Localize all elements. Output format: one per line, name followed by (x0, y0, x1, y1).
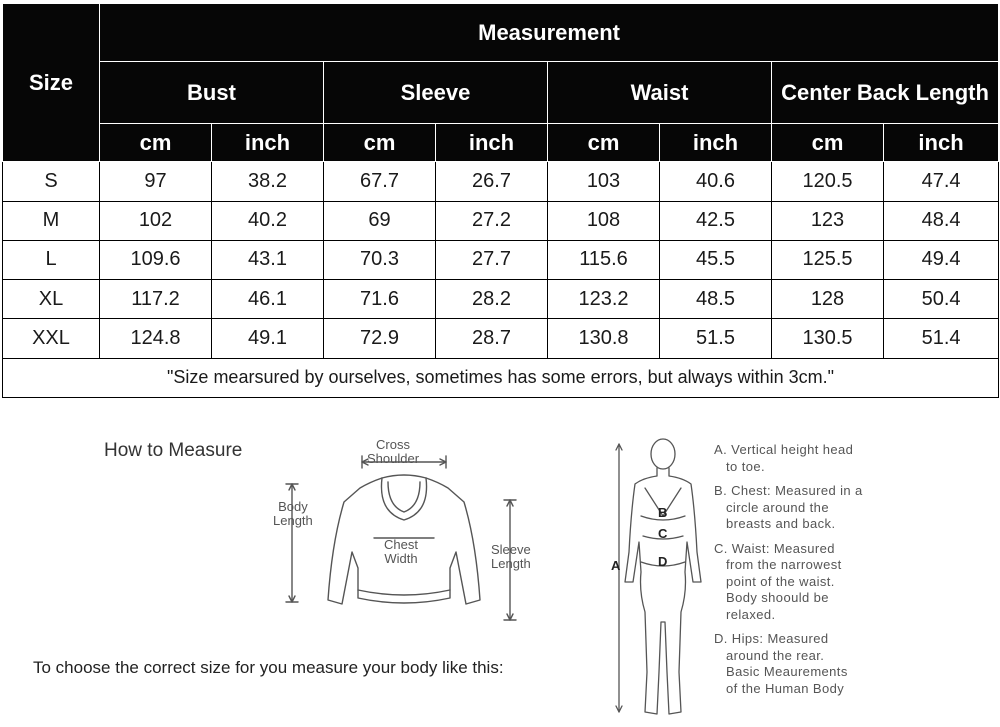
table-row (3, 201, 999, 240)
group-header-sleeve: Sleeve (324, 62, 548, 123)
cross-shoulder-label: Cross Shoulder (367, 437, 420, 466)
how-to-measure-title: How to Measure (104, 440, 243, 461)
unit-header: inch (212, 123, 324, 161)
value-cell: 108 (548, 201, 660, 240)
value-cell: 40.6 (660, 162, 772, 201)
note-hips: D. Hips: Measured around the rear. Basic Meaurements of the Human Body (714, 631, 848, 696)
value-cell: 45.5 (660, 240, 772, 279)
value-cell: 130.8 (548, 319, 660, 358)
unit-header: inch (436, 123, 548, 161)
choose-size-instruction: To choose the correct size for you measure your body like this: (33, 658, 504, 677)
note-waist: C. Waist: Measured from the narrowest point of the waist. Body shoould be relaxed. (714, 540, 842, 622)
measure-letter-a: A (611, 558, 621, 573)
value-cell: 72.9 (324, 319, 436, 358)
value-cell: 50.4 (884, 280, 999, 319)
note-vertical-height: A. Vertical height head to toe. (714, 442, 854, 474)
value-cell: 49.4 (884, 240, 999, 279)
chest-width-label: Chest Width (384, 537, 418, 566)
value-cell: 27.7 (436, 240, 548, 279)
note-chest: B. Chest: Measured in a circle around the breasts and back. (714, 483, 863, 531)
size-cell: S (3, 162, 100, 201)
value-cell: 102 (100, 201, 212, 240)
value-cell: 69 (324, 201, 436, 240)
value-cell: 115.6 (548, 240, 660, 279)
size-cell: XL (3, 280, 100, 319)
size-cell: M (3, 201, 100, 240)
unit-header: inch (660, 123, 772, 161)
value-cell: 71.6 (324, 280, 436, 319)
size-cell: XXL (3, 319, 100, 358)
table-row (3, 280, 999, 319)
value-cell: 47.4 (884, 162, 999, 201)
unit-header: cm (548, 123, 660, 161)
value-cell: 28.2 (436, 280, 548, 319)
value-cell: 97 (100, 162, 212, 201)
measurement-header: Measurement (100, 4, 999, 62)
value-cell: 123.2 (548, 280, 660, 319)
table-row (3, 240, 999, 279)
table-row (3, 319, 999, 358)
table-row (3, 162, 999, 201)
value-cell: 128 (772, 280, 884, 319)
value-cell: 46.1 (212, 280, 324, 319)
value-cell: 123 (772, 201, 884, 240)
size-header: Size (3, 4, 100, 162)
value-cell: 48.4 (884, 201, 999, 240)
measure-letter-c: C (658, 526, 668, 541)
value-cell: 67.7 (324, 162, 436, 201)
value-cell: 120.5 (772, 162, 884, 201)
value-cell: 70.3 (324, 240, 436, 279)
size-cell: L (3, 240, 100, 279)
unit-header: cm (100, 123, 212, 161)
value-cell: 38.2 (212, 162, 324, 201)
human-body-icon (605, 432, 705, 722)
measure-letter-b: B (658, 505, 668, 520)
value-cell: 125.5 (772, 240, 884, 279)
value-cell: 51.4 (884, 319, 999, 358)
size-chart-table (2, 3, 999, 398)
group-header-waist: Waist (548, 62, 772, 123)
measurement-notes (714, 442, 914, 705)
garment-diagram (270, 432, 560, 632)
measure-letter-d: D (658, 554, 668, 569)
value-cell: 42.5 (660, 201, 772, 240)
body-figure (605, 432, 705, 722)
body-length-label: Body Length (273, 499, 313, 528)
value-cell: 48.5 (660, 280, 772, 319)
value-cell: 124.8 (100, 319, 212, 358)
value-cell: 28.7 (436, 319, 548, 358)
value-cell: 27.2 (436, 201, 548, 240)
group-header-bust: Bust (100, 62, 324, 123)
measurement-disclaimer: "Size mearsured by ourselves, sometimes has some errors, but always within 3cm." (3, 358, 999, 397)
value-cell: 49.1 (212, 319, 324, 358)
unit-header: cm (772, 123, 884, 161)
value-cell: 117.2 (100, 280, 212, 319)
unit-header: inch (884, 123, 999, 161)
unit-header: cm (324, 123, 436, 161)
value-cell: 130.5 (772, 319, 884, 358)
group-header-center-back-length: Center Back Length (772, 62, 999, 123)
sleeve-length-label: Sleeve Length (491, 542, 531, 571)
value-cell: 103 (548, 162, 660, 201)
value-cell: 26.7 (436, 162, 548, 201)
value-cell: 109.6 (100, 240, 212, 279)
value-cell: 51.5 (660, 319, 772, 358)
value-cell: 40.2 (212, 201, 324, 240)
value-cell: 43.1 (212, 240, 324, 279)
